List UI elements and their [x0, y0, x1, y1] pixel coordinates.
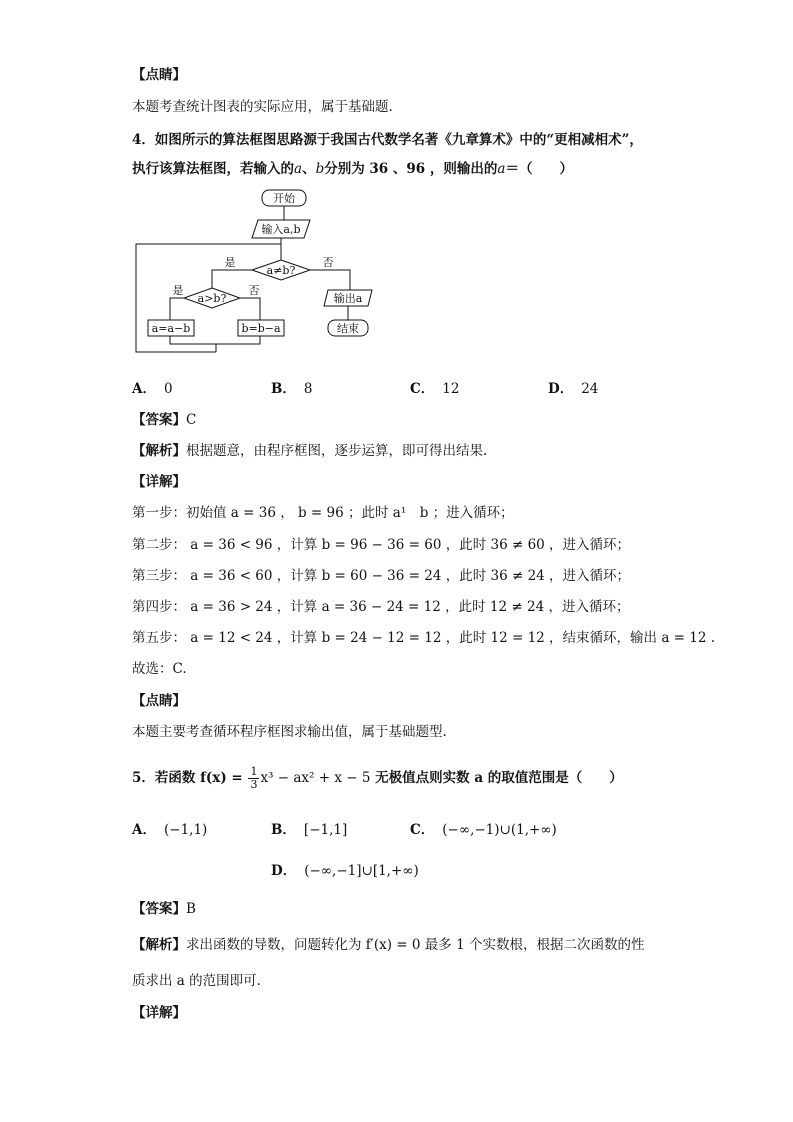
q4-step-1: 第一步：初始值 a = 36 ， b = 96 ；此时 a¹ b ；进入循环；	[132, 505, 514, 521]
dianjing-heading-2: 【点睛】	[132, 693, 186, 709]
q4-stem-line1: 4．如图所示的算法框图思路源于我国古代数学名著《九章算术》中的“更相减相术”，	[132, 132, 643, 148]
algorithm-flowchart	[132, 188, 392, 370]
flow-no1-label: 否	[322, 256, 334, 269]
q5-option-d: D． (−∞,−1]∪[1,+∞)	[271, 863, 419, 879]
q4-step-2: 第二步： a = 36 < 96 ，计算 b = 96 − 36 = 60 ，此时 36 ≠ 60 ，进入循环；	[132, 537, 631, 553]
flow-yes2-label: 是	[172, 284, 184, 297]
q4-conclusion: 故选：C.	[132, 661, 187, 677]
q4-option-c: C． 12	[410, 381, 460, 397]
flow-cond2-label: a>b?	[197, 292, 227, 305]
flow-assign1-label: a=a−b	[151, 322, 191, 335]
q4-step-3: 第三步： a = 36 < 60 ，计算 b = 60 − 36 = 24 ，此时 36 ≠ 24 ，进入循环；	[132, 568, 631, 584]
flow-end-label: 结束	[337, 322, 359, 335]
note-text-1: 本题考查统计图表的实际应用，属于基础题.	[132, 99, 393, 115]
dianjing-heading-1: 【点睛】	[132, 67, 186, 83]
q4-step-5: 第五步： a = 12 < 24 ，计算 b = 24 − 12 = 12 ，此时 12 = 12 ，结束循环，输出 a = 12 .	[132, 630, 716, 646]
q4-option-a: A． 0	[132, 381, 173, 397]
flow-cond1-label: a≠b?	[266, 264, 296, 277]
q4-analysis: 【解析】根据题意，由程序框图，逐步运算，即可得出结果.	[132, 443, 488, 459]
q4-option-b: B． 8	[271, 381, 313, 397]
q5-option-a: A． (−1,1)	[132, 822, 208, 838]
q5-analysis-line1: 【解析】求出函数的导数，问题转化为 f′(x) = 0 最多 1 个实数根，根据二次函数的性	[132, 937, 645, 953]
q5-answer: 【答案】B	[132, 901, 196, 917]
flow-yes1-label: 是	[224, 256, 236, 269]
q5-stem: 5．若函数 f(x) = $\frac{1}{3}$ x³ − ax² + x − 5 无极值点则实数 a 的取值范围是（ ）	[132, 765, 623, 791]
flow-output-label: 输出a	[333, 292, 363, 305]
flow-no2-label: 否	[248, 284, 260, 297]
q5-analysis-line2: 质求出 a 的范围即可.	[132, 973, 261, 989]
q5-option-b: B． [−1,1]	[271, 822, 348, 838]
q4-option-d: D． 24	[548, 381, 599, 397]
flow-start-label: 开始	[273, 192, 295, 205]
q4-detail-heading: 【详解】	[132, 474, 186, 490]
q5-option-c: C． (−∞,−1)∪(1,+∞)	[410, 822, 557, 838]
note-text-2: 本题主要考查循环程序框图求输出值，属于基础题型.	[132, 724, 447, 740]
q4-answer: 【答案】C	[132, 412, 197, 428]
q5-detail-heading: 【详解】	[132, 1005, 186, 1021]
flow-input-label: 输入a,b	[261, 223, 301, 236]
flow-assign2-label: b=b−a	[241, 322, 281, 335]
q4-stem-line2: 执行该算法框图，若输入的a、b分别为 36 、96 ，则输出的a＝（ ）	[132, 161, 573, 177]
q4-step-4: 第四步： a = 36 > 24 ，计算 a = 36 − 24 = 12 ，此时 12 ≠ 24 ，进入循环；	[132, 599, 630, 615]
